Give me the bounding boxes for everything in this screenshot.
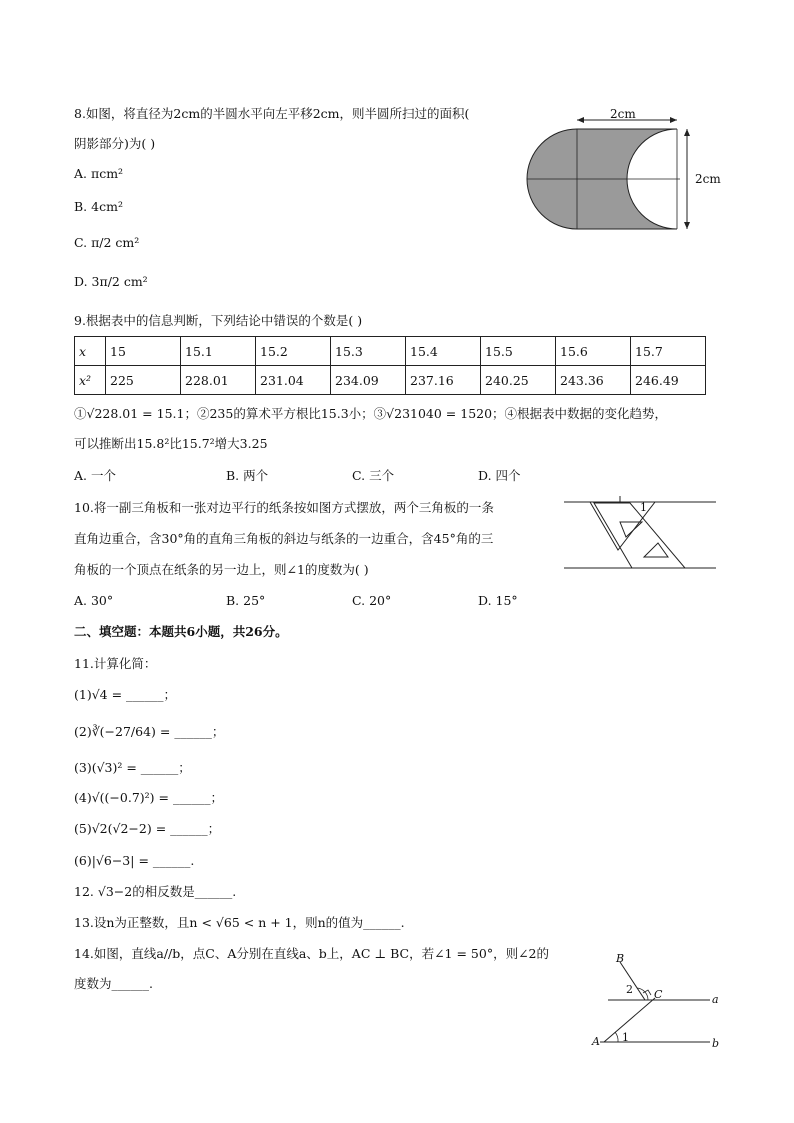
q9-option-b: B. 两个: [226, 468, 269, 483]
q9-table: [74, 336, 706, 395]
q8-option-d: D. 3π/2 cm²: [74, 274, 148, 289]
q8-stem-line2: 阴影部分)为( ): [74, 136, 156, 151]
q14-stem-line1: 14.如图，直线a//b，点C、A分别在直线a、b上，AC ⊥ BC，若∠1 = 50°，则∠2的: [74, 946, 550, 961]
q11-item-2: (2)∛(−27/64) = ______；: [74, 724, 225, 739]
table-row: [75, 337, 706, 366]
q10-stem-line2: 直角边重合，含30°角的直角三角板的斜边与纸条的一边重合，含45°角的三: [74, 531, 494, 546]
table-cell: 234.09: [331, 366, 406, 395]
q14-label-c: C: [654, 988, 663, 1001]
table-cell: x: [75, 337, 106, 366]
q9-statements-line2: 可以推断出15.8²比15.7²增大3.25: [74, 436, 268, 451]
q8-stem-line1: 8.如图，将直径为2cm的半圆水平向左平移2cm，则半圆所扫过的面积(: [74, 106, 470, 121]
table-cell: 15.4: [406, 337, 481, 366]
table-cell: 15.5: [481, 337, 556, 366]
q13-text: 13.设n为正整数，且n < √65 < n + 1，则n的值为______.: [74, 915, 405, 930]
q14-label-line-a: a: [712, 993, 719, 1006]
table-cell: x²: [75, 366, 106, 395]
table-cell: 15.2: [256, 337, 331, 366]
q9-option-d: D. 四个: [478, 468, 521, 483]
q14-label-angle-1: 1: [622, 1031, 629, 1044]
q9-statements-line1: ①√228.01 = 15.1；②235的算术平方根比15.3小；③√231040 = 1520；④根据表中数据的变化趋势，: [74, 406, 668, 421]
q14-label-angle-2: 2: [626, 983, 633, 996]
table-cell: 15: [106, 337, 181, 366]
table-cell: 225: [106, 366, 181, 395]
table-cell: 15.7: [631, 337, 706, 366]
q10-option-d: D. 15°: [478, 593, 518, 608]
q8-option-a: A. πcm²: [74, 166, 124, 181]
q8-top-label: 2cm: [610, 107, 636, 121]
table-cell: 231.04: [256, 366, 331, 395]
q8-side-label: 2cm: [695, 172, 721, 186]
q14-label-b-point: B: [616, 952, 625, 965]
table-cell: 15.6: [556, 337, 631, 366]
q11-item-1: (1)√4 = ______；: [74, 687, 177, 702]
q10-angle-label: 1: [640, 501, 647, 514]
q10-option-c: C. 20°: [352, 593, 392, 608]
q8-option-c: C. π/2 cm²: [74, 235, 140, 250]
q10-stem-line3: 角板的一个顶点在纸条的另一边上，则∠1的度数为( ): [74, 562, 369, 577]
table-cell: 246.49: [631, 366, 706, 395]
q11-item-5: (5)√2(√2−2) = ______；: [74, 821, 221, 836]
q10-stem-line1: 10.将一副三角板和一张对边平行的纸条按如图方式摆放，两个三角板的一条: [74, 500, 494, 515]
q9-option-a: A. 一个: [74, 468, 116, 483]
table-cell: 228.01: [181, 366, 256, 395]
q11-item-3: (3)(√3)² = ______；: [74, 760, 191, 775]
q11-item-6: (6)|√6−3| = ______.: [74, 853, 195, 868]
q11-item-4: (4)√((−0.7)²) = ______；: [74, 790, 223, 805]
q10-option-b: B. 25°: [226, 593, 266, 608]
section-heading: 二、填空题：本题共6小题，共26分。: [74, 624, 288, 639]
q8-option-b: B. 4cm²: [74, 199, 123, 214]
q14-stem-line2: 度数为______.: [74, 976, 153, 991]
q14-label-line-b: b: [712, 1037, 720, 1050]
q11-stem: 11.计算化简：: [74, 656, 157, 671]
q10-option-a: A. 30°: [74, 593, 114, 608]
table-cell: 237.16: [406, 366, 481, 395]
q9-stem: 9.根据表中的信息判断，下列结论中错误的个数是( ): [74, 313, 363, 328]
table-cell: 15.1: [181, 337, 256, 366]
q9-option-c: C. 三个: [352, 468, 395, 483]
table-cell: 240.25: [481, 366, 556, 395]
q12-text: 12. √3−2的相反数是______.: [74, 884, 237, 899]
q14-label-a-point: A: [592, 1035, 600, 1048]
table-cell: 15.3: [331, 337, 406, 366]
table-cell: 243.36: [556, 366, 631, 395]
table-row: [75, 366, 706, 395]
